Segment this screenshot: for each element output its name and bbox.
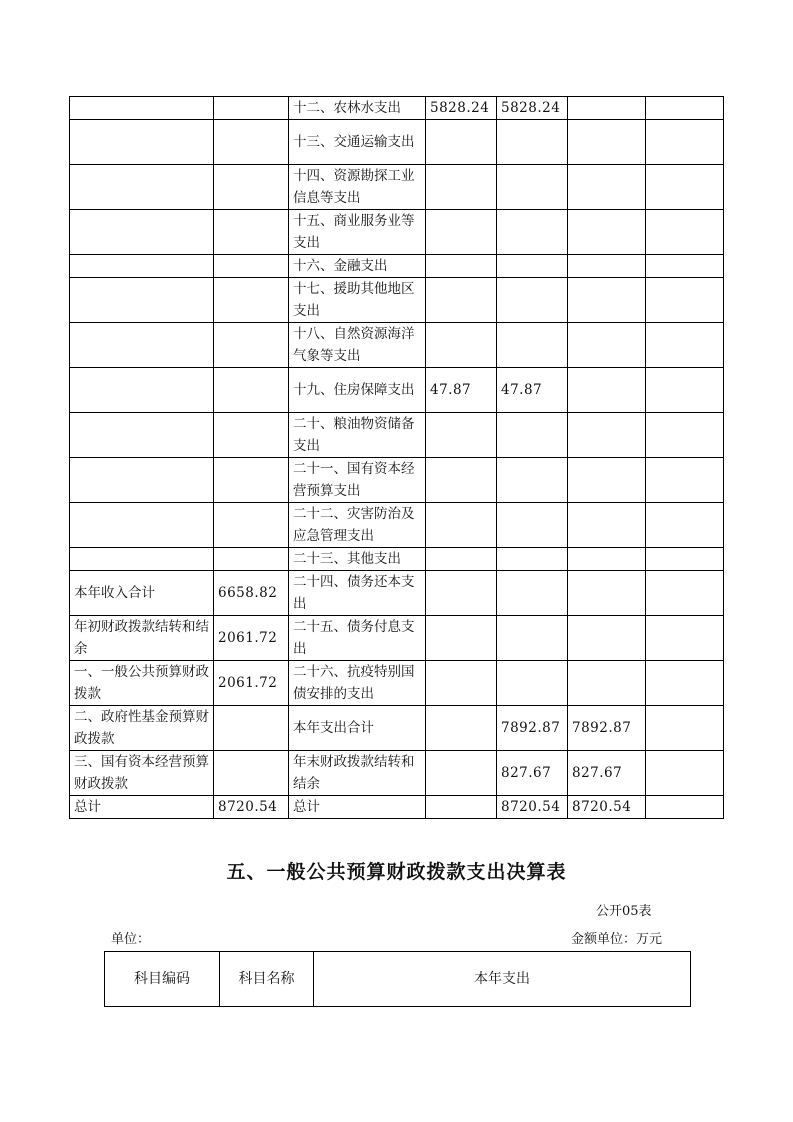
table-cell: 8720.54	[497, 796, 568, 819]
table-cell	[426, 706, 497, 751]
table-cell	[426, 210, 497, 255]
table-cell	[568, 571, 646, 616]
table-cell	[568, 120, 646, 165]
table-cell	[214, 120, 289, 165]
table-cell: 二十二、灾害防治及应急管理支出	[289, 503, 426, 548]
table-cell	[568, 661, 646, 706]
table-cell	[497, 503, 568, 548]
amount-unit-label: 金额单位：万元	[571, 932, 663, 947]
table-cell	[646, 661, 724, 706]
table-cell: 5828.24	[497, 97, 568, 120]
table-cell	[214, 97, 289, 120]
table-cell: 7892.87	[568, 706, 646, 751]
table-cell	[568, 255, 646, 278]
table-cell	[568, 413, 646, 458]
table-cell	[646, 368, 724, 413]
table-row	[70, 255, 724, 278]
table-cell: 47.87	[497, 368, 568, 413]
table-cell	[426, 503, 497, 548]
table-cell	[497, 571, 568, 616]
table-cell	[646, 413, 724, 458]
section-title: 五、一般公共预算财政拨款支出决算表	[226, 861, 567, 883]
table-cell	[497, 458, 568, 503]
table-cell	[214, 413, 289, 458]
table-cell	[214, 278, 289, 323]
table-cell: 总计	[289, 796, 426, 819]
table-cell	[497, 255, 568, 278]
table-cell	[214, 323, 289, 368]
table-cell: 二十六、抗疫特别国债安排的支出	[289, 661, 426, 706]
table-cell: 年末财政拨款结转和结余	[289, 751, 426, 796]
table-cell	[497, 278, 568, 323]
table-cell	[497, 210, 568, 255]
table-code: 公开05表	[596, 904, 652, 919]
table-cell	[70, 165, 214, 210]
table-cell	[426, 120, 497, 165]
table-cell	[70, 413, 214, 458]
table-cell	[497, 323, 568, 368]
table-cell	[497, 165, 568, 210]
table-cell: 一、一般公共预算财政拨款	[70, 661, 214, 706]
table-cell: 二十、粮油物资储备支出	[289, 413, 426, 458]
table-row	[70, 706, 724, 751]
table-cell	[426, 413, 497, 458]
table-row	[70, 571, 724, 616]
table-cell	[497, 413, 568, 458]
table-row	[70, 616, 724, 661]
table-header-row	[105, 952, 691, 1007]
table-cell	[426, 751, 497, 796]
table-cell	[568, 97, 646, 120]
table-cell	[568, 165, 646, 210]
table-cell	[214, 751, 289, 796]
table-cell: 2061.72	[214, 616, 289, 661]
table-cell	[568, 548, 646, 571]
table-cell	[70, 120, 214, 165]
table-cell: 年初财政拨款结转和结余	[70, 616, 214, 661]
table-cell: 二十四、债务还本支出	[289, 571, 426, 616]
table-cell: 二、政府性基金预算财政拨款	[70, 706, 214, 751]
table-cell	[426, 278, 497, 323]
table-cell: 827.67	[497, 751, 568, 796]
table-cell: 6658.82	[214, 571, 289, 616]
table-cell: 本年支出合计	[289, 706, 426, 751]
table-cell	[568, 616, 646, 661]
table-cell: 47.87	[426, 368, 497, 413]
table-cell	[214, 458, 289, 503]
expenditure-table	[104, 951, 691, 1007]
table-cell	[426, 571, 497, 616]
table-cell: 二十三、其他支出	[289, 548, 426, 571]
table-cell	[214, 706, 289, 751]
table-cell	[646, 97, 724, 120]
table-cell	[426, 616, 497, 661]
table-cell: 本年收入合计	[70, 571, 214, 616]
table-cell	[646, 120, 724, 165]
table-cell	[568, 210, 646, 255]
table-cell	[646, 751, 724, 796]
table-cell	[646, 255, 724, 278]
table-cell	[497, 548, 568, 571]
table-cell	[426, 323, 497, 368]
table-cell: 二十五、债务付息支出	[289, 616, 426, 661]
table-cell: 十九、住房保障支出	[289, 368, 426, 413]
table-cell	[426, 165, 497, 210]
table-cell: 十八、自然资源海洋气象等支出	[289, 323, 426, 368]
table-cell	[70, 548, 214, 571]
table-cell	[568, 503, 646, 548]
table-cell: 总计	[70, 796, 214, 819]
table-row	[70, 796, 724, 819]
unit-label: 单位：	[111, 932, 151, 947]
table-row	[70, 278, 724, 323]
table-row	[70, 97, 724, 120]
table-cell	[70, 255, 214, 278]
table-row	[70, 323, 724, 368]
table-cell: 十二、农林水支出	[289, 97, 426, 120]
table-cell	[426, 796, 497, 819]
table-cell: 十七、援助其他地区支出	[289, 278, 426, 323]
table-row	[70, 661, 724, 706]
table-cell	[426, 661, 497, 706]
table-cell	[214, 503, 289, 548]
table-cell	[497, 120, 568, 165]
table-cell	[646, 210, 724, 255]
table-cell	[646, 796, 724, 819]
table-cell: 827.67	[568, 751, 646, 796]
table-cell	[568, 278, 646, 323]
table-cell: 二十一、国有资本经营预算支出	[289, 458, 426, 503]
table-row	[70, 751, 724, 796]
table-row	[70, 210, 724, 255]
table-cell: 十五、商业服务业等支出	[289, 210, 426, 255]
table-row	[70, 458, 724, 503]
table-cell	[646, 323, 724, 368]
table-cell	[568, 323, 646, 368]
table-cell: 7892.87	[497, 706, 568, 751]
table-cell: 8720.54	[214, 796, 289, 819]
table-cell	[214, 548, 289, 571]
table-row	[70, 368, 724, 413]
table-cell	[70, 458, 214, 503]
table-cell: 8720.54	[568, 796, 646, 819]
table-cell	[70, 368, 214, 413]
header-subject-code: 科目编码	[105, 952, 220, 1007]
table-cell: 十四、资源勘探工业信息等支出	[289, 165, 426, 210]
table-cell	[214, 368, 289, 413]
table-cell	[70, 97, 214, 120]
table-row	[70, 120, 724, 165]
table-cell	[426, 458, 497, 503]
table-cell	[497, 661, 568, 706]
table-row	[70, 548, 724, 571]
table-cell	[70, 210, 214, 255]
table-cell	[568, 458, 646, 503]
table-cell	[497, 616, 568, 661]
table-cell	[214, 210, 289, 255]
table-cell	[426, 548, 497, 571]
table-cell	[646, 458, 724, 503]
financial-summary-table	[69, 96, 724, 819]
table-cell	[70, 503, 214, 548]
table-cell	[646, 503, 724, 548]
table-cell	[646, 571, 724, 616]
table-cell	[646, 616, 724, 661]
table-cell: 2061.72	[214, 661, 289, 706]
table-cell: 十六、金融支出	[289, 255, 426, 278]
header-current-year-expense: 本年支出	[314, 952, 691, 1007]
header-subject-name: 科目名称	[220, 952, 314, 1007]
table-cell	[426, 255, 497, 278]
table-cell: 三、国有资本经营预算财政拨款	[70, 751, 214, 796]
table-cell	[214, 255, 289, 278]
table-cell	[646, 548, 724, 571]
table-row	[70, 503, 724, 548]
table-row	[70, 165, 724, 210]
table-cell: 十三、交通运输支出	[289, 120, 426, 165]
table-cell	[70, 323, 214, 368]
table-cell	[646, 165, 724, 210]
table-cell: 5828.24	[426, 97, 497, 120]
table-cell	[646, 278, 724, 323]
table-cell	[70, 278, 214, 323]
table-cell	[568, 368, 646, 413]
table-cell	[646, 706, 724, 751]
table-cell	[214, 165, 289, 210]
table-row	[70, 413, 724, 458]
